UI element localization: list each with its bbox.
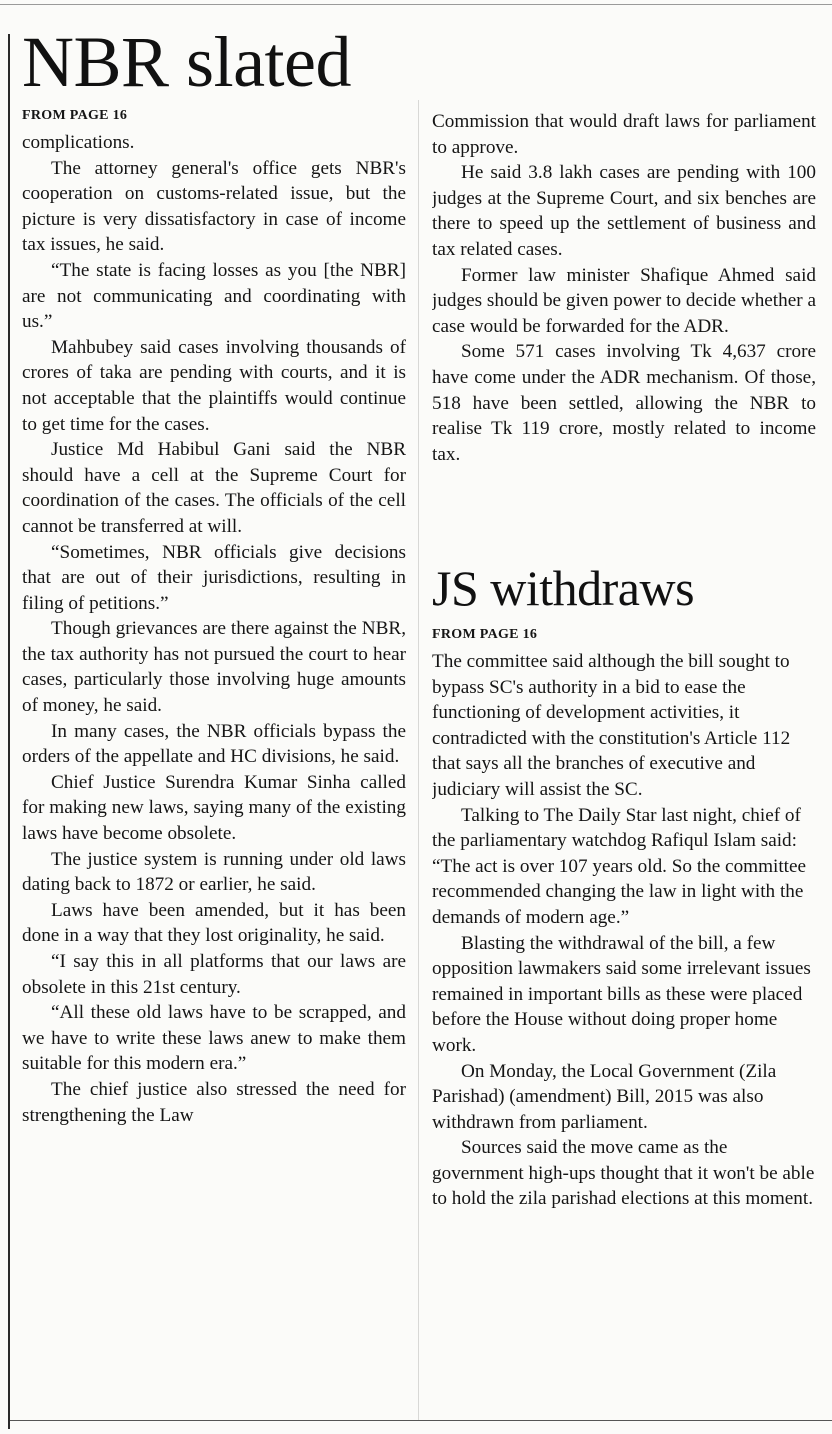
paragraph: The chief justice also stressed the need for strengthening the Law: [22, 1078, 406, 1126]
paragraph: On Monday, the Local Government (Zila Parishad) (amendment) Bill, 2015 was also withdrawn from parliament.: [432, 1060, 777, 1133]
paragraph: “All these old laws have to be scrapped, and we have to write these laws anew to make them suitable for this modern era.”: [22, 1002, 406, 1075]
article1-column2: [432, 109, 816, 539]
article1-column1: [22, 130, 406, 1415]
paragraph: He said 3.8 lakh cases are pending with 100 judges at the Supreme Court, and six benches are there to speed up the settlement of business and tax related cases.: [432, 162, 816, 260]
article2-body: [432, 649, 816, 1411]
article2-headline: JS withdraws: [432, 560, 695, 616]
paragraph: The justice system is running under old laws dating back to 1872 or earlier, he said.: [22, 848, 406, 896]
column-gutter: [418, 100, 419, 1420]
paragraph: Justice Md Habibul Gani said the NBR should have a cell at the Supreme Court for coordination of the cases. The officials of the cell cannot be transferred at will.: [22, 439, 406, 537]
paragraph: Laws have been amended, but it has been done in a way that they lost originality, he said.: [22, 899, 406, 947]
paragraph: “I say this in all platforms that our laws are obsolete in this 21st century.: [22, 951, 406, 998]
paragraph: Former law minister Shafique Ahmed said judges should be given power to decide whether a case would be forwarded for the ADR.: [432, 264, 816, 337]
paragraph: Chief Justice Surendra Kumar Sinha called for making new laws, saying many of the existing laws have become obsolete.: [22, 771, 406, 845]
paragraph: The committee said although the bill sought to bypass SC's authority in a bid to ease the functioning of development activities, it contradicted with the constitution's Article 112 that says all the branches of executive and judiciary will assist the SC.: [432, 651, 791, 800]
paragraph: The attorney general's office gets NBR's cooperation on customs-related issue, but the picture is very dissatisfactory in case of income tax issues, he said.: [22, 157, 406, 256]
paragraph: In many cases, the NBR officials bypass the orders of the appellate and HC divisions, he said.: [22, 720, 406, 768]
paragraph: Sources said the move came as the government high-ups thought that it won't be able to hold the zila parishad elections at this moment.: [432, 1137, 815, 1210]
article1-headline: NBR slated: [22, 22, 351, 102]
article2-from-page: FROM PAGE 16: [432, 627, 538, 642]
paragraph: Some 571 cases involving Tk 4,637 crore have come under the ADR mechanism. Of those, 518 have been settled, allowing the NBR to realise Tk 119 crore, mostly related to income tax.: [432, 341, 816, 465]
paragraph: Blasting the withdrawal of the bill, a few opposition lawmakers said some irrelevant issues remained in important bills as these were placed before the House without doing proper home work.: [432, 932, 811, 1056]
article1-from-page: FROM PAGE 16: [22, 108, 128, 123]
paragraph: “Sometimes, NBR officials give decisions that are out of their jurisdictions, resulting in filing of petitions.”: [22, 541, 406, 614]
paragraph: complications.: [22, 132, 135, 153]
paragraph: Commission that would draft laws for parliament to approve.: [432, 111, 816, 158]
bottom-rule: [10, 1420, 832, 1421]
paragraph: Though grievances are there against the NBR, the tax authority has not pursued the court to hear cases, particularly those involving huge amounts of money, he said.: [22, 618, 406, 717]
paragraph: Talking to The Daily Star last night, chief of the parliamentary watchdog Rafiqul Islam said: “The act is over 107 years old. So the committee recommended changing the law in light with the demands of modern age.”: [432, 804, 807, 928]
top-rule: [0, 4, 832, 5]
left-column-rule: [8, 34, 10, 1429]
paragraph: “The state is facing losses as you [the NBR] are not communicating and coordinating with us.”: [22, 259, 406, 333]
paragraph: Mahbubey said cases involving thousands of crores of taka are pending with courts, and it is not acceptable that the plaintiffs would continue to get time for the cases.: [22, 336, 406, 435]
